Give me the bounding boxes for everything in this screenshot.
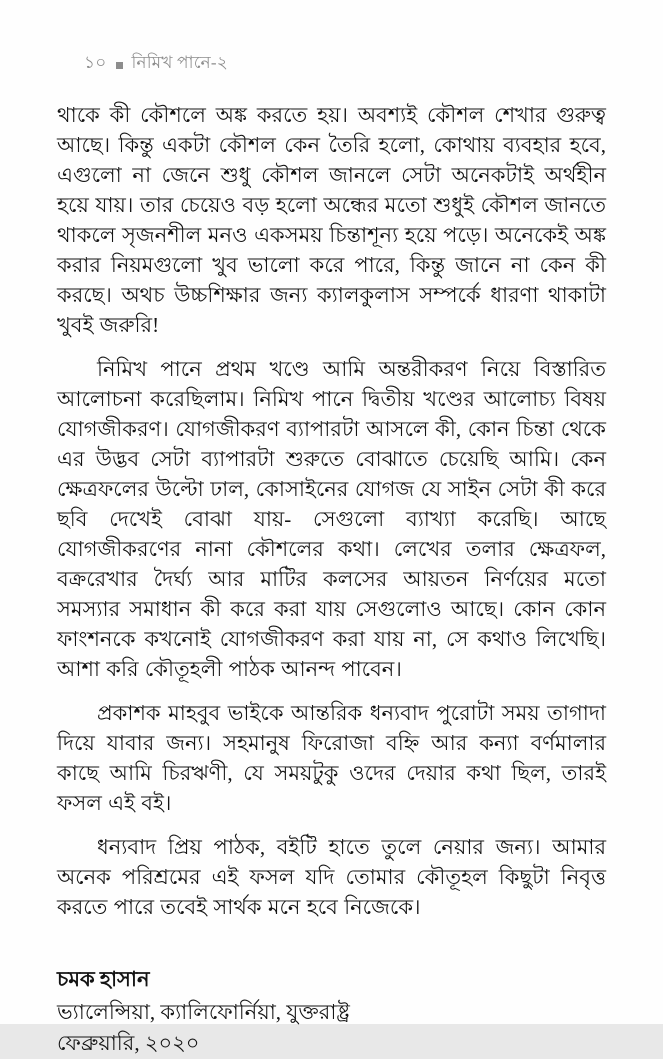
paragraph-2: নিমিখ পানে প্রথম খণ্ডে আমি অন্তরীকরণ নিয়ে বিস্তারিত আলোচনা করেছিলাম। নিমিখ পানে দ্বিতীয় খণ্ডের আলোচ্য বিষয় যোগজীকরণ। যোগজীকরণ ব্যাপারটা আসলে কী, কোন চিন্তা থেকে এর উদ্ভব সেটা ব্যাপারটা শুরুতে বোঝাতে চেয়েছি আমি। কেন ক্ষেত্রফলের উল্টো ঢাল, কোসাইনের যোগজ যে সাইন সেটা কী করে ছবি দেখেই বোঝা যায়- সেগুলো ব্যাখ্যা করেছি। আছে যোগজীকরণের নানা কৌশলের কথা। লেখের তলার ক্ষেত্রফল, বক্ররেখার দৈর্ঘ্য আর মাটির কলসের আয়তন নির্ণয়ের মতো সমস্যার সমাধান কী করে করা যায় সেগুলোও আছে। কোন কোন ফাংশনকে কখনোই যোগজীকরণ করা যায় না, সে কথাও লিখেছি। আশা করি কৌতূহলী পাঠক আনন্দ পাবেন। [57, 357, 606, 681]
page-body [57, 100, 606, 1059]
paragraph-1: থাকে কী কৌশলে অঙ্ক করতে হয়। অবশ্যই কৌশল শেখার গুরুত্ব আছে। কিন্তু একটা কৌশল কেন তৈরি হলো, কোথায় ব্যবহার হবে, এগুলো না জেনে শুধু কৌশল জানলে সেটা অনেকটাই অর্থহীন হয়ে যায়। তার চেয়েও বড় হলো অন্ধের মতো শুধুই কৌশল জানতে থাকলে সৃজনশীল মনও একসময় চিন্তাশূন্য হয়ে পড়ে। অনেকেই অঙ্ক করার নিয়মগুলো খুব ভালো করে পারে, কিন্তু জানে না কেন কী করছে। অথচ উচ্চশিক্ষার জন্য ক্যালকুলাস সম্পর্কে ধারণা থাকাটা খুবই জরুরি! [57, 103, 606, 337]
running-header [84, 50, 228, 78]
square-bullet-icon [116, 62, 123, 69]
paragraph-3: প্রকাশক মাহবুব ভাইকে আন্তরিক ধন্যবাদ পুরোটা সময় তাগাদা দিয়ে যাবার জন্য। সহমানুষ ফিরোজা বহ্নি আর কন্যা বর্ণমালার কাছে আমি চিরঋণী, যে সময়টুকু ওদের দেয়ার কথা ছিল, তারই ফসল এই বই। [57, 701, 606, 815]
author-location: ভ্যালেন্সিয়া, ক্যালিফোর্নিয়া, যুক্তরাষ্ট্র [57, 1000, 350, 1024]
signature-date: ফেব্রুয়ারি, ২০২০ [57, 1031, 200, 1055]
paragraph-4: ধন্যবাদ প্রিয় পাঠক, বইটি হাতে তুলে নেয়ার জন্য। আমার অনেক পরিশ্রমের এই ফসল যদি তোমার কৌতূহল কিছুটা নিবৃত্ত করতে পারে তবেই সার্থক মনে হবে নিজেকে। [57, 835, 606, 919]
author-name: চমক হাসান [57, 967, 150, 991]
page-number: ১০ [84, 53, 107, 72]
book-title: নিমিখ পানে-২ [131, 53, 228, 72]
author-signature-block [57, 964, 606, 1059]
